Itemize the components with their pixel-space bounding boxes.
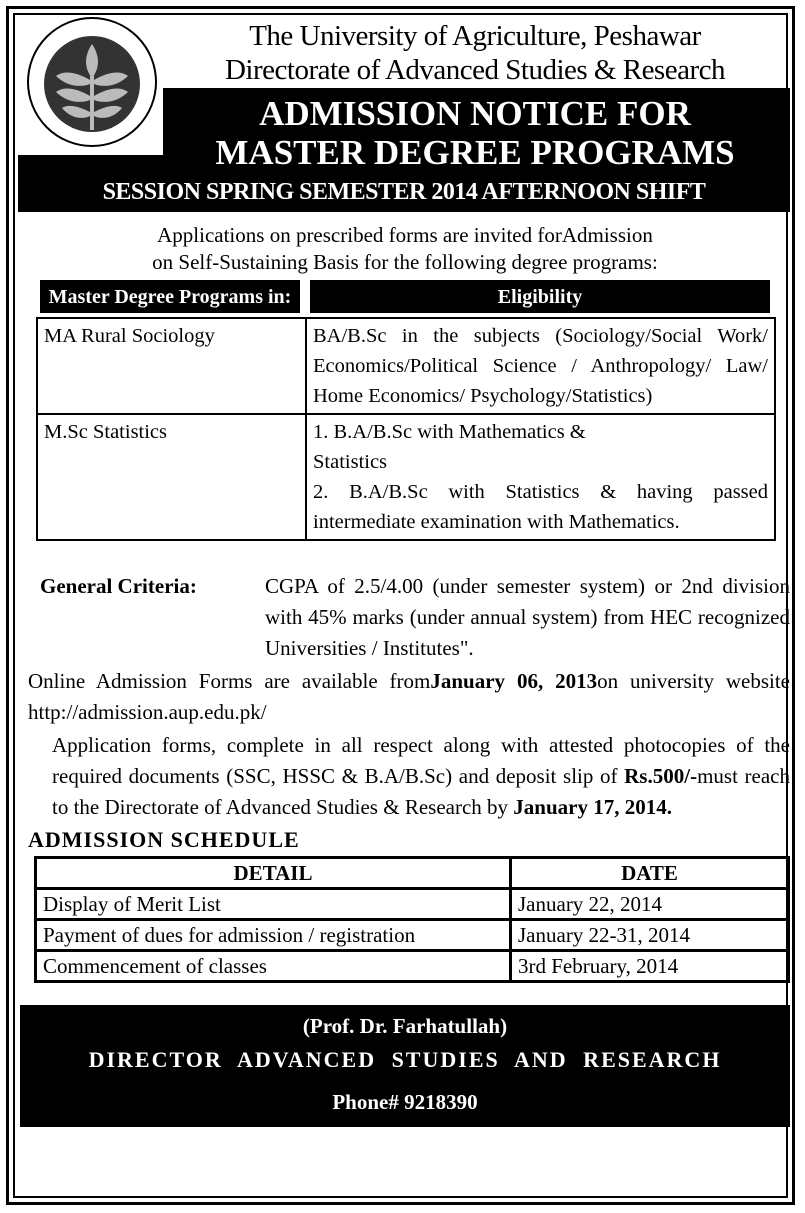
application-body2: must reach to the Directorate of Advanced Studies & Research by — [52, 764, 790, 819]
session-title: SESSION SPRING SEMESTER 2014 AFTERNOON SHIFT — [102, 179, 706, 205]
table-row — [36, 889, 789, 920]
schedule-title: ADMISSION SCHEDULE — [28, 827, 300, 852]
online-prefix: Online Admission Forms are available from — [28, 669, 431, 693]
schedule-date: January 22, 2014 — [511, 889, 789, 920]
eligibility-item: 1. B.A/B.Sc with Mathematics & Statistics — [313, 421, 586, 473]
criteria-label: General Criteria: — [40, 574, 197, 598]
director-name: (Prof. Dr. Farhatullah) — [302, 1014, 508, 1038]
table-header-row — [36, 858, 789, 889]
intro-line1: Applications on prescribed forms are invited forAdmission — [157, 223, 653, 247]
intro-line2: on Self-Sustaining Basis for the following degree programs: — [152, 250, 658, 274]
criteria-text: CGPA of 2.5/4.00 (under semester system) or 2nd division with 45% marks (under annual system) from HEC recognized Universities / Institutes". — [265, 574, 790, 660]
eligibility-cell — [306, 414, 775, 540]
schedule-table — [34, 856, 790, 983]
program-name: MA Rural Sociology — [37, 318, 306, 414]
table-row — [36, 951, 789, 982]
application-fee: Rs.500/- — [624, 764, 698, 788]
schedule-detail: Display of Merit List — [36, 889, 511, 920]
application-body: Application forms, complete in all respect along with attested photocopies of the required documents (SSC, HSSC & B.A/B.Sc) and deposit slip of — [52, 733, 790, 788]
schedule-date: 3rd February, 2014 — [511, 951, 789, 982]
online-suffix: on university website http://admission.aup.edu.pk/ — [28, 669, 791, 724]
directorate-name: Directorate of Advanced Studies & Research — [224, 54, 725, 86]
online-forms-text — [28, 666, 790, 728]
director-designation: DIRECTOR ADVANCED STUDIES AND RESEARCH — [88, 1047, 722, 1072]
online-date: January 06, 2013 — [430, 669, 598, 693]
eligibility-header: Eligibility — [310, 280, 770, 313]
programs-header-row — [40, 280, 770, 313]
criteria-section — [40, 571, 790, 664]
signature-block — [20, 1005, 790, 1127]
eligibility-item: 2. B.A/B.Sc with Statistics & having passed intermediate examination with Mathematics. — [313, 481, 768, 533]
phone-number: Phone# 9218390 — [332, 1090, 478, 1114]
table-row — [37, 414, 775, 540]
programs-header: Master Degree Programs in: — [40, 280, 300, 313]
application-text — [52, 730, 790, 823]
program-name: M.Sc Statistics — [37, 414, 306, 540]
schedule-date: January 22-31, 2014 — [511, 920, 789, 951]
notice-title-line1: ADMISSION NOTICE FOR — [259, 94, 691, 133]
schedule-detail: Payment of dues for admission / registration — [36, 920, 511, 951]
detail-header: DETAIL — [36, 858, 511, 889]
notice-title-line2: MASTER DEGREE PROGRAMS — [215, 133, 735, 172]
programs-table — [36, 317, 776, 541]
application-deadline: January 17, 2014. — [513, 795, 672, 819]
university-name: The University of Agriculture, Peshawar — [249, 20, 701, 52]
table-row — [36, 920, 789, 951]
schedule-detail: Commencement of classes — [36, 951, 511, 982]
table-row — [37, 318, 775, 414]
date-header: DATE — [511, 858, 789, 889]
eligibility-text: BA/B.Sc in the subjects (Sociology/Social Work/ Economics/Political Science / Anthropology/ Law/ Home Economics/ Psychology/Statistics) — [306, 318, 775, 414]
